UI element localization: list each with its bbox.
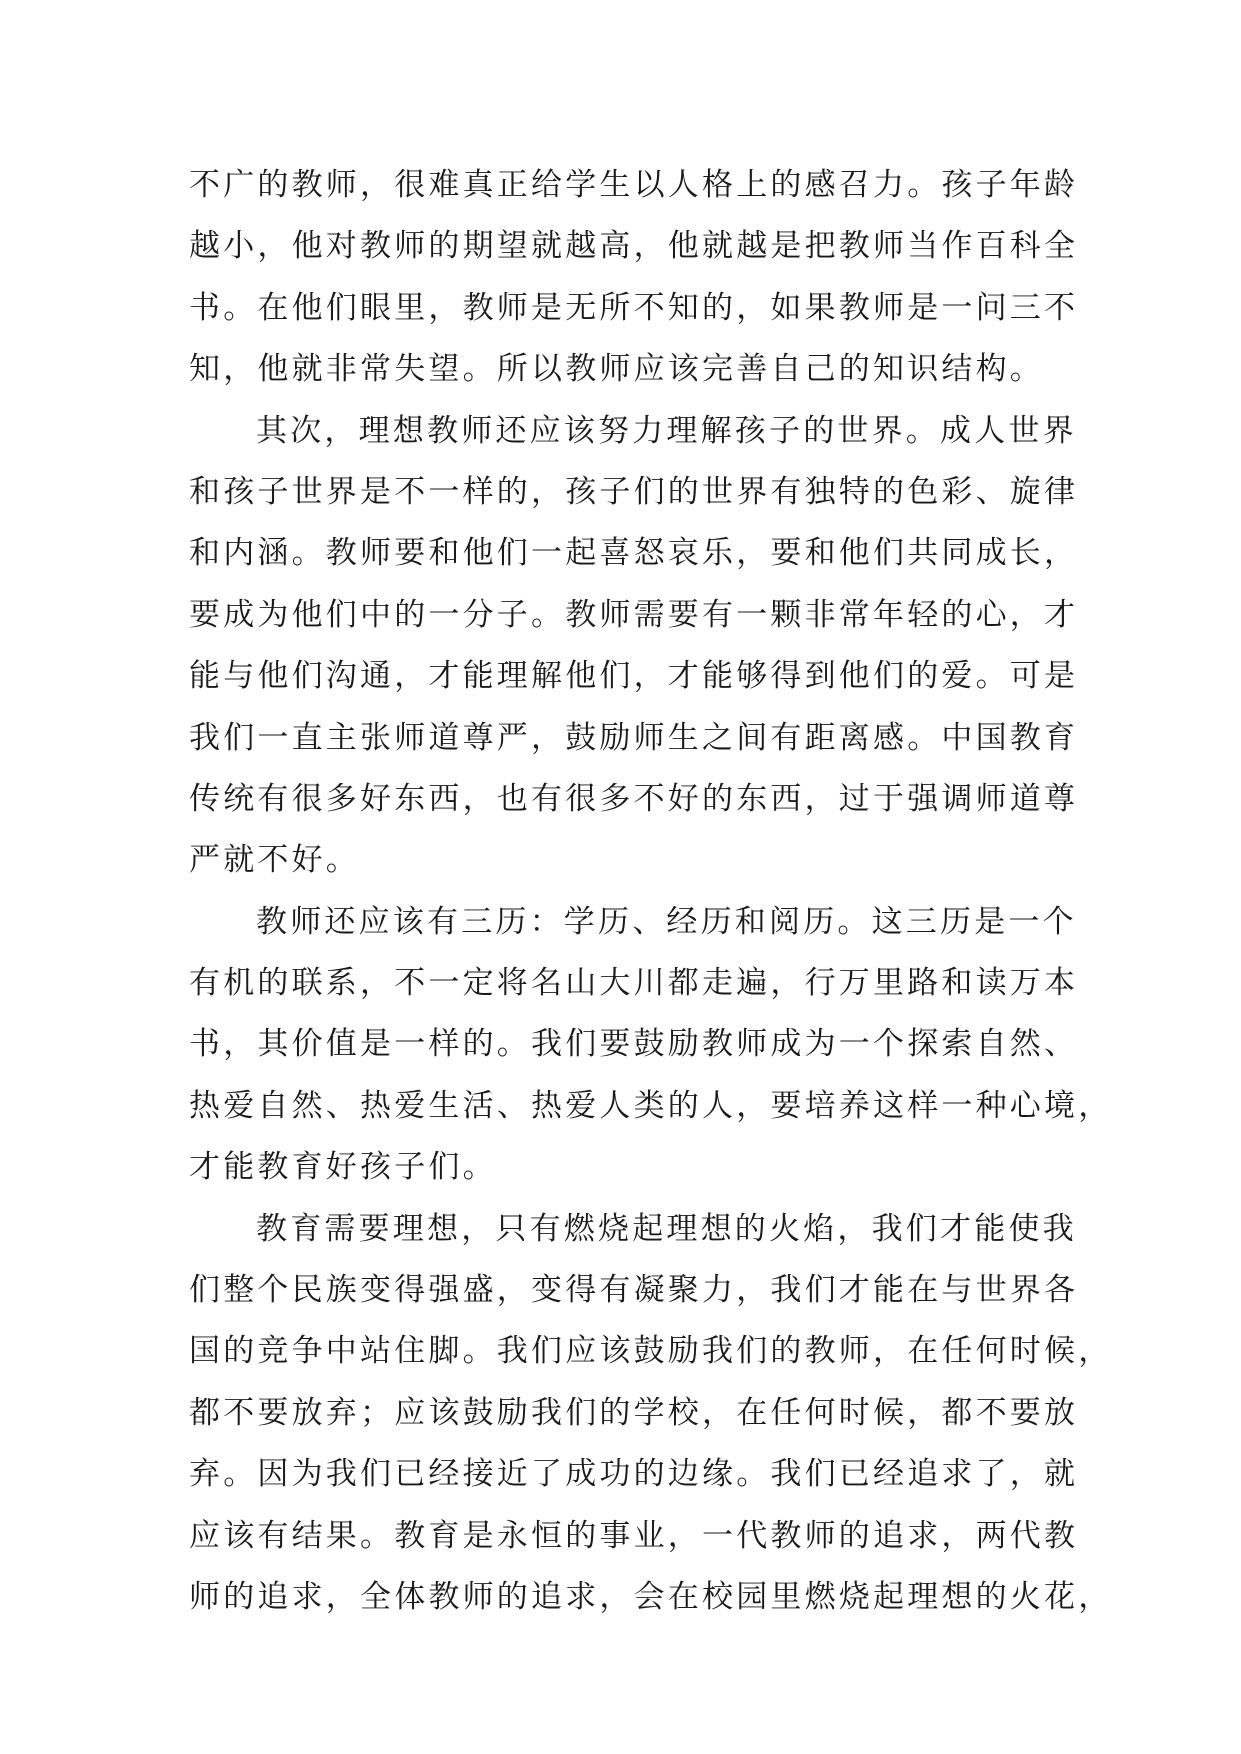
- text-line: 应该有结果。教育是永恒的事业，一代教师的追求，两代教: [189, 1517, 1079, 1554]
- text-line: 才能教育好孩子们。: [189, 1149, 497, 1186]
- text-line: 热爱自然、热爱生活、热爱人类的人，要培养这样一种心境，: [189, 1087, 1113, 1124]
- text-line: 我们一直主张师道尊严，鼓励师生之间有距离感。中国教育: [189, 719, 1079, 756]
- text-line: 和孩子世界是不一样的，孩子们的世界有独特的色彩、旋律: [189, 473, 1079, 510]
- body-text: [189, 155, 1113, 1628]
- text-line: 传统有很多好东西，也有很多不好的东西，过于强调师道尊: [189, 780, 1079, 817]
- text-line: 和内涵。教师要和他们一起喜怒哀乐，要和他们共同成长，: [189, 535, 1079, 572]
- text-line: 都不要放弃；应该鼓励我们的学校，在任何时候，都不要放: [189, 1394, 1079, 1431]
- text-line: 弃。因为我们已经接近了成功的边缘。我们已经追求了，就: [189, 1456, 1079, 1493]
- text-line: 有机的联系，不一定将名山大川都走遍，行万里路和读万本: [189, 965, 1079, 1002]
- text-line: 师的追求，全体教师的追求，会在校园里燃烧起理想的火花，: [189, 1578, 1113, 1615]
- text-line: 国的竞争中站住脚。我们应该鼓励我们的教师，在任何时候，: [189, 1333, 1113, 1370]
- paragraph-start-line: 教师还应该有三历：学历、经历和阅历。这三历是一个: [256, 903, 1077, 940]
- text-line: 书，其价值是一样的。我们要鼓励教师成为一个探索自然、: [189, 1026, 1079, 1063]
- text-line: 越小，他对教师的期望就越高，他就越是把教师当作百科全: [189, 228, 1079, 265]
- text-line: 书。在他们眼里，教师是无所不知的，如果教师是一问三不: [189, 289, 1079, 326]
- paragraph-start-line: 教育需要理想，只有燃烧起理想的火焰，我们才能使我: [256, 1210, 1077, 1247]
- paragraph-start-line: 其次，理想教师还应该努力理解孩子的世界。成人世界: [256, 412, 1077, 449]
- text-line: 们整个民族变得强盛，变得有凝聚力，我们才能在与世界各: [189, 1272, 1079, 1309]
- text-line: 不广的教师，很难真正给学生以人格上的感召力。孩子年龄: [189, 167, 1079, 203]
- text-line: 能与他们沟通，才能理解他们，才能够得到他们的爱。可是: [189, 658, 1079, 695]
- text-line: 要成为他们中的一分子。教师需要有一颗非常年轻的心，才: [189, 596, 1079, 633]
- text-line: 严就不好。: [189, 842, 360, 879]
- text-line: 知，他就非常失望。所以教师应该完善自己的知识结构。: [189, 351, 1044, 388]
